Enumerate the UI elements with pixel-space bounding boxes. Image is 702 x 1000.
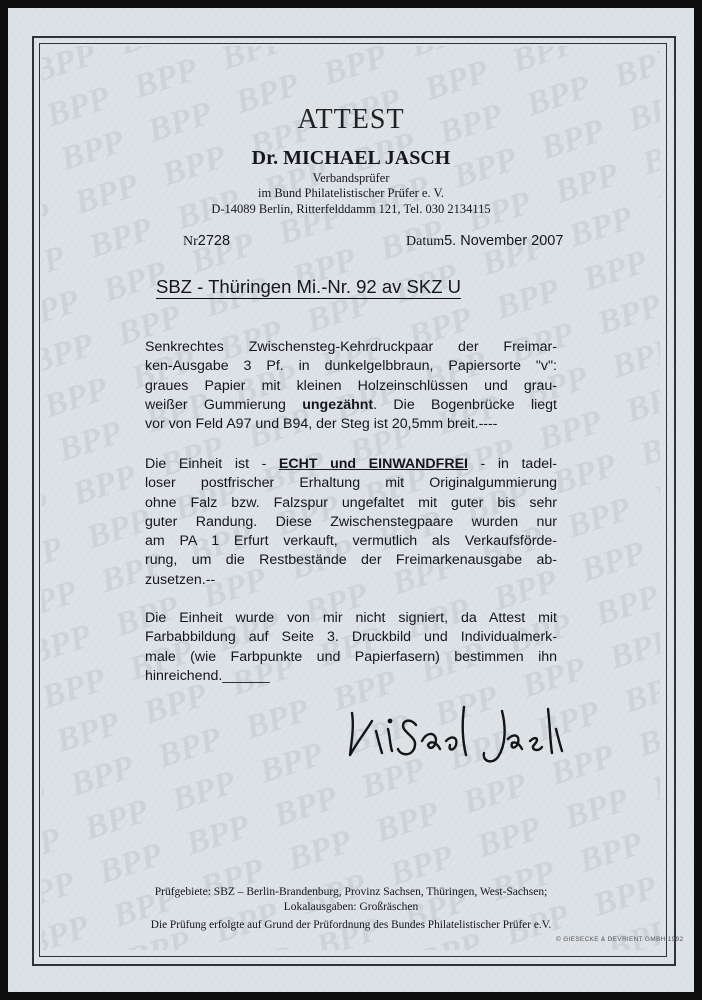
handwritten-signature xyxy=(338,691,578,771)
paragraph-line: rung, um die Restbestände der Freimarkenausgabe ab- xyxy=(145,552,557,569)
paragraph-line: Die Einheit wurde von mir nicht signiert, da Attest mit xyxy=(145,610,557,626)
line-text: . Die Bogenbrücke liegt xyxy=(373,396,557,413)
stamp-heading: SBZ - Thüringen Mi.-Nr. 92 av SKZ U xyxy=(156,276,462,297)
certificate-date xyxy=(406,233,563,250)
description-paragraph xyxy=(145,338,557,434)
number-label: Nr xyxy=(183,234,198,249)
paragraph-line: vor von Feld A97 und B94, der Steg ist 20,5mm breit.---- xyxy=(145,416,498,433)
paragraph-line: Senkrechtes Zwischensteg-Kehrdruckpaar der Freimar- xyxy=(145,339,557,355)
examiner-role: Verbandsprüfer xyxy=(312,171,390,185)
paragraph-line: ken-Ausgabe 3 Pf. in dunkelgelbbraun, Papiersorte "v": xyxy=(145,358,557,375)
association-name: im Bund Philatelistischer Prüfer e. V. xyxy=(258,186,444,200)
paragraph-line: Farbabbildung auf Seite 3. Druckbild und Individualmerk- xyxy=(145,629,557,646)
date-label: Datum xyxy=(406,234,445,249)
footer-regulation: Die Prüfung erfolgte auf Grund der Prüfordnung des Bundes Philatelistischer Prüfer e.V. xyxy=(150,919,552,931)
emphasis-ungezaehnt: ungezähnt xyxy=(302,396,374,413)
paragraph-line: zusetzen.-- xyxy=(145,571,216,588)
paragraph-line xyxy=(145,455,557,474)
date-value: 5. November 2007 xyxy=(444,233,564,249)
examiner-name: Dr. MICHAEL JASCH xyxy=(251,147,451,169)
paragraph-line: guter Randung. Diese Zwischenstegpaare wurden nur xyxy=(145,513,557,530)
line-text: Die Einheit ist - xyxy=(145,456,279,472)
footer-scope: Prüfgebiete: SBZ – Berlin-Brandenburg, Provinz Sachsen, Thüringen, West-Sachsen; xyxy=(154,886,548,898)
condition-paragraph xyxy=(145,455,557,590)
certificate-content xyxy=(8,8,694,992)
line-text: - in tadel- xyxy=(467,456,557,472)
printer-imprint: © GIESECKE & DEVRIENT GMBH 1992 xyxy=(556,936,684,943)
paragraph-line: male (wie Farbpunkte und Papierfasern) bestimmen ihn xyxy=(145,648,557,665)
emphasis-echt-einwandfrei: ECHT und EINWANDFREI xyxy=(278,456,468,472)
paragraph-line: hinreichend.______ xyxy=(145,667,270,684)
paragraph-line xyxy=(145,396,557,415)
signing-paragraph xyxy=(145,609,557,686)
paragraph-line: graues Papier mit kleinen Holzeinschlüssen und grau- xyxy=(145,377,557,394)
examiner-address: D-14089 Berlin, Ritterfelddamm 121, Tel. 030 2134115 xyxy=(211,202,491,216)
certificate-number xyxy=(183,233,230,250)
paragraph-line: am PA 1 Erfurt verkauft, vermutlich als Verkaufsförde- xyxy=(145,533,557,550)
paragraph-line: ohne Falz bzw. Falzspur ungefaltet mit guter bis sehr xyxy=(145,494,557,511)
document-title: ATTEST xyxy=(297,104,405,135)
line-text: weißer Gummierung xyxy=(145,396,303,413)
paragraph-line: loser postfrischer Erhaltung mit Originalgummierung xyxy=(145,475,557,492)
footer-local-issues: Lokalausgaben: Großräschen xyxy=(283,901,419,913)
number-value: 2728 xyxy=(197,233,231,249)
